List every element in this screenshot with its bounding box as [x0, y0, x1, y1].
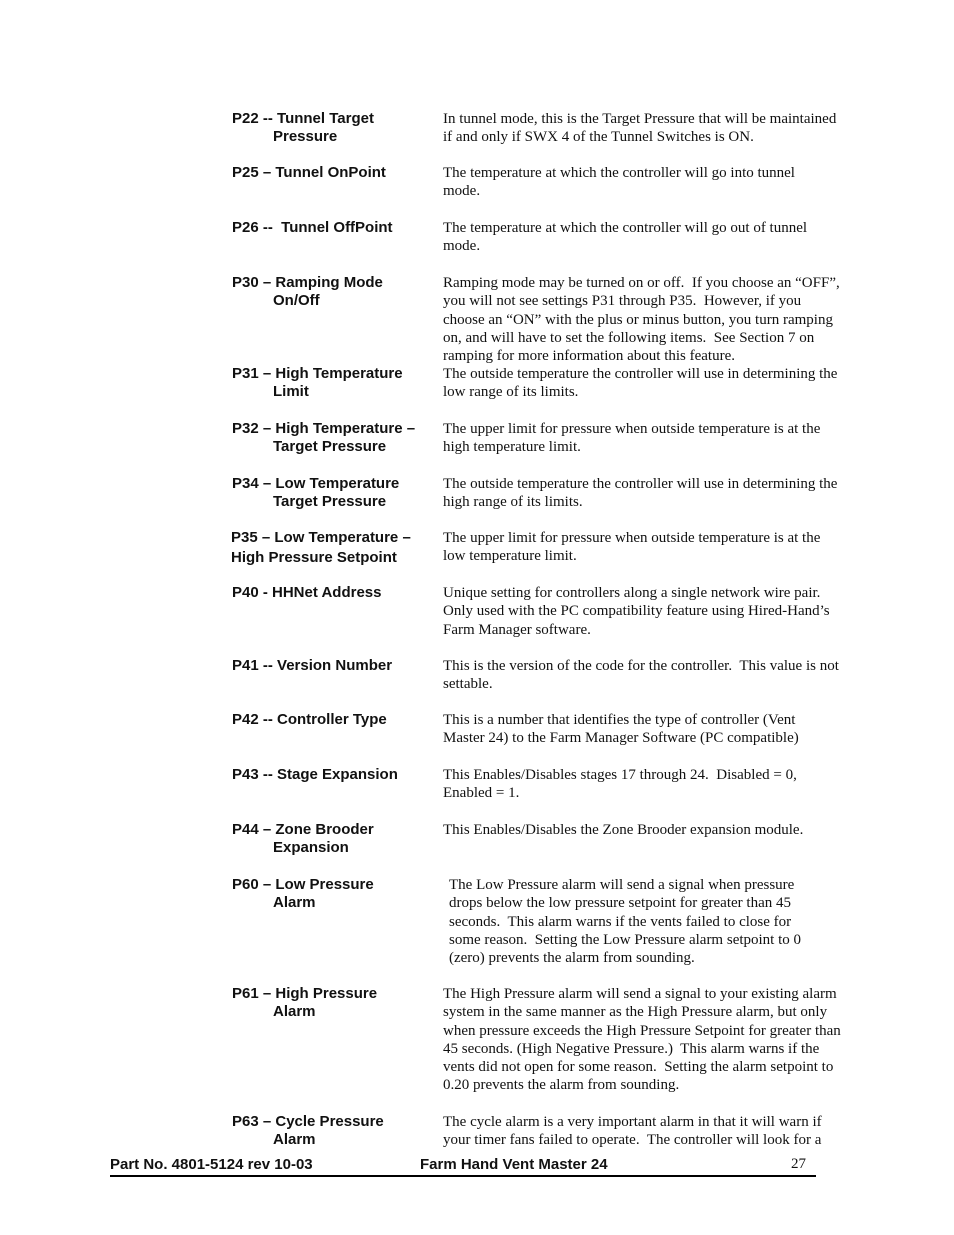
- footer-title: Farm Hand Vent Master 24: [420, 1156, 608, 1173]
- param-label-line2: Target Pressure: [273, 493, 387, 511]
- param-label: [232, 164, 432, 182]
- param-label-line1: P25 – Tunnel OnPoint: [232, 164, 386, 181]
- param-description: This Enables/Disables stages 17 through 24. Disabled = 0, Enabled = 1.: [443, 767, 801, 802]
- param-label: [232, 657, 432, 675]
- param-label-line2: High Pressure Setpoint: [231, 549, 397, 567]
- param-description: This is the version of the code for the controller. This value is not settable.: [443, 658, 843, 693]
- param-label: [232, 420, 432, 456]
- param-label: [232, 821, 432, 857]
- param-label-line1: P22 -- Tunnel Target: [232, 110, 374, 127]
- param-description: The temperature at which the controller will go out of tunnel mode.: [443, 220, 808, 255]
- param-label-line1: P43 -- Stage Expansion: [232, 766, 398, 783]
- param-label: [232, 584, 432, 602]
- param-description: This Enables/Disables the Zone Brooder expansion module.: [443, 822, 804, 838]
- param-description: The Low Pressure alarm will send a signal when pressure drops below the low pressure setpoint for greater than 45 seconds. This alarm warns if the vents failed to close for some reason. Setting the Low Pressure alarm setpoint to 0 (zero) prevents the alarm from sounding.: [449, 877, 805, 967]
- param-label-line1: P41 -- Version Number: [232, 657, 393, 674]
- param-label-line2: Limit: [273, 383, 309, 401]
- param-label-line1: P42 -- Controller Type: [232, 711, 387, 728]
- param-label: [232, 711, 432, 729]
- param-description: The High Pressure alarm will send a signal to your existing alarm system in the same manner as the High Pressure alarm, but only when pressure exceeds the High Pressure Setpoint for greater than 45 seconds. (High Negative Pressure.) This alarm warns if the vents did not open for some reason. Setting the alarm setpoint to 0.20 prevents the alarm from sounding.: [443, 986, 845, 1094]
- param-label-line2: Alarm: [273, 1131, 316, 1149]
- param-label-line1: P61 – High Pressure: [232, 985, 378, 1002]
- param-label: [232, 876, 432, 912]
- param-label: [232, 475, 432, 511]
- param-label: [231, 529, 431, 567]
- param-label-line1: P30 – Ramping Mode: [232, 274, 383, 291]
- param-label-line2: Expansion: [273, 839, 349, 857]
- param-label-line1: P35 – Low Temperature –: [231, 529, 411, 546]
- param-label-line1: P63 – Cycle Pressure: [232, 1113, 384, 1130]
- param-label: [232, 1113, 432, 1149]
- param-description: The outside temperature the controller will use in determining the low range of its limits.: [443, 366, 838, 401]
- param-label-line1: P60 – Low Pressure: [232, 876, 374, 893]
- param-description: In tunnel mode, this is the Target Pressure that will be maintained if and only if SWX 4 of the Tunnel Switches is ON.: [443, 111, 837, 146]
- param-label-line2: Alarm: [273, 894, 316, 912]
- param-label: [232, 766, 432, 784]
- param-description: The upper limit for pressure when outside temperature is at the low temperature limit.: [443, 530, 821, 565]
- page-number: 27: [791, 1156, 806, 1172]
- param-label-line2: Pressure: [273, 128, 338, 146]
- param-label-line1: P32 – High Temperature –: [232, 420, 416, 437]
- param-label: [232, 985, 432, 1021]
- param-description: The outside temperature the controller will use in determining the high range of its limits.: [443, 476, 838, 511]
- param-label-line1: P31 – High Temperature: [232, 365, 403, 382]
- param-description: The cycle alarm is a very important alarm in that it will warn if your timer fans failed to operate. The controller will look for a: [443, 1114, 826, 1149]
- param-description: The upper limit for pressure when outside temperature is at the high temperature limit.: [443, 421, 821, 456]
- param-label-line2: On/Off: [273, 292, 320, 310]
- param-label-line1: P34 – Low Temperature: [232, 475, 400, 492]
- param-label: [232, 219, 432, 237]
- param-description: Ramping mode may be turned on or off. If you choose an “OFF”, you will not see settings P31 through P35. However, if you choose an “ON” with the plus or minus button, you turn ramping on, and will have to set the following items. See Section 7 on ramping for more information about this feature.: [443, 275, 844, 365]
- param-label-line2: Alarm: [273, 1003, 316, 1021]
- param-label: [232, 365, 432, 401]
- param-label-line2: Target Pressure: [273, 438, 387, 456]
- param-label: [232, 274, 432, 310]
- param-description: This is a number that identifies the type of controller (Vent Master 24) to the Farm Manager Software (PC compatible): [443, 712, 799, 747]
- param-label: [232, 110, 432, 146]
- footer-part-number: Part No. 4801-5124 rev 10-03: [110, 1156, 313, 1173]
- footer-rule: [110, 1175, 816, 1177]
- param-label-line1: P40 - HHNet Address: [232, 584, 382, 601]
- param-description: Unique setting for controllers along a single network wire pair. Only used with the PC compatibility feature using Hired-Hand’s Farm Manager software.: [443, 585, 830, 638]
- param-label-line1: P44 – Zone Brooder: [232, 821, 374, 838]
- param-description: The temperature at which the controller will go into tunnel mode.: [443, 165, 795, 200]
- param-label-line1: P26 -- Tunnel OffPoint: [232, 219, 393, 236]
